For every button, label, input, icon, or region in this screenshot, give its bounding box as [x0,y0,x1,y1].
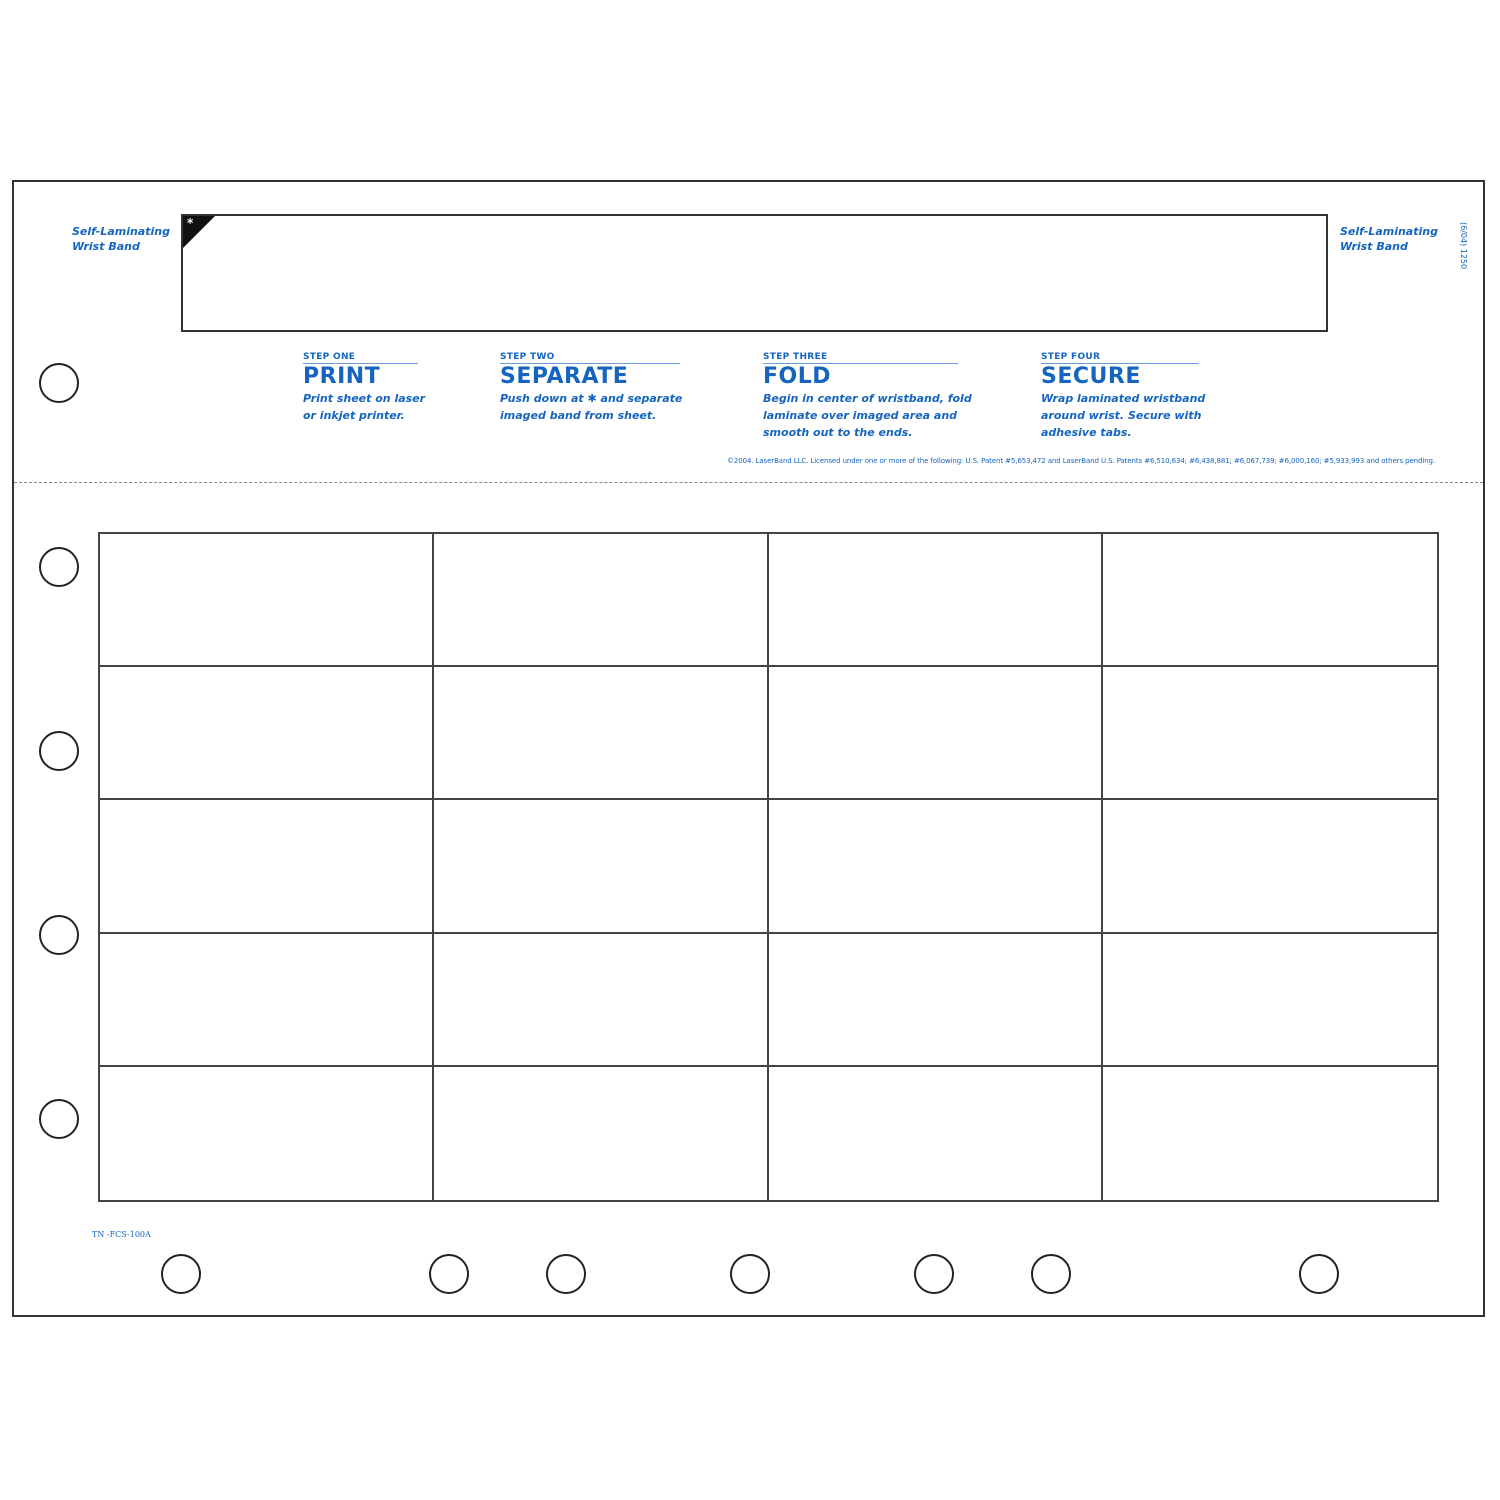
label-cell [100,667,434,800]
perforation-line [14,482,1483,483]
label-cell [100,934,434,1067]
label-cell [434,667,768,800]
step-text-line: Print sheet on laser [303,392,426,405]
binder-hole [429,1254,469,1294]
binder-hole [1031,1254,1071,1294]
right-product-label-line: Wrist Band [1340,240,1408,253]
binder-hole [39,1099,79,1139]
binder-hole [161,1254,201,1294]
label-cell [769,1067,1103,1200]
step-print [303,352,426,424]
step-fold [763,352,972,441]
binder-hole [39,547,79,587]
form-code: TN -FCS-100A [92,1230,151,1239]
step-kicker: STEP ONE [303,352,418,364]
label-cell [769,534,1103,667]
step-text-line: adhesive tabs. [1041,426,1132,439]
step-kicker: STEP TWO [500,352,680,364]
left-product-label [72,224,182,254]
label-cell [1103,534,1437,667]
step-text [1041,390,1206,441]
step-text [303,390,426,424]
step-title: FOLD [763,364,832,389]
left-product-label-line: Wrist Band [72,240,140,253]
label-cell [100,534,434,667]
step-text [763,390,972,441]
label-cell [434,534,768,667]
step-text-line: laminate over imaged area and [763,409,958,422]
label-cell [434,800,768,933]
wristband-print-area [181,214,1328,332]
version-code-text: (6/04) 1250 [1459,222,1468,270]
binder-hole [730,1254,770,1294]
step-text [500,390,683,424]
step-text-line: Begin in center of wristband, fold [763,392,972,405]
step-text-line: Wrap laminated wristband [1041,392,1206,405]
label-cell [100,1067,434,1200]
step-title: SECURE [1041,364,1141,389]
step-kicker: STEP THREE [763,352,958,364]
step-secure [1041,352,1206,441]
version-code [1450,222,1486,270]
step-text-line: or inkjet printer. [303,409,405,422]
label-cell [1103,1067,1437,1200]
label-cell [1103,934,1437,1067]
label-cell [769,667,1103,800]
right-product-label-line: Self-Laminating [1340,225,1438,238]
label-cell [1103,667,1437,800]
binder-hole [39,363,79,403]
label-cell [434,934,768,1067]
label-cell [100,800,434,933]
asterisk-icon: * [187,216,194,230]
label-cell [769,800,1103,933]
left-product-label-line: Self-Laminating [72,225,170,238]
step-text-line: around wrist. Secure with [1041,409,1202,422]
label-cell [1103,800,1437,933]
step-text-line: Push down at ✱ and separate [500,392,683,405]
step-kicker: STEP FOUR [1041,352,1199,364]
binder-hole [914,1254,954,1294]
step-text-line: smooth out to the ends. [763,426,913,439]
wristband-label-sheet [12,180,1485,1317]
right-product-label [1340,224,1450,254]
step-title: SEPARATE [500,364,629,389]
step-text-line: imaged band from sheet. [500,409,657,422]
label-cell [769,934,1103,1067]
binder-hole [39,731,79,771]
binder-hole [546,1254,586,1294]
label-grid [98,532,1439,1202]
step-separate [500,352,683,424]
binder-hole [1299,1254,1339,1294]
step-title: PRINT [303,364,381,389]
legal-notice: ©2004. LaserBand LLC. Licensed under one or more of the following: U.S. Patent #5,653,472 and LaserBand U.S. Patents #6,510,634; #6,438,881; #6,067,739; #6,000,160; #5,933,993 and others pending. [726,457,1435,465]
binder-hole [39,915,79,955]
label-cell [434,1067,768,1200]
